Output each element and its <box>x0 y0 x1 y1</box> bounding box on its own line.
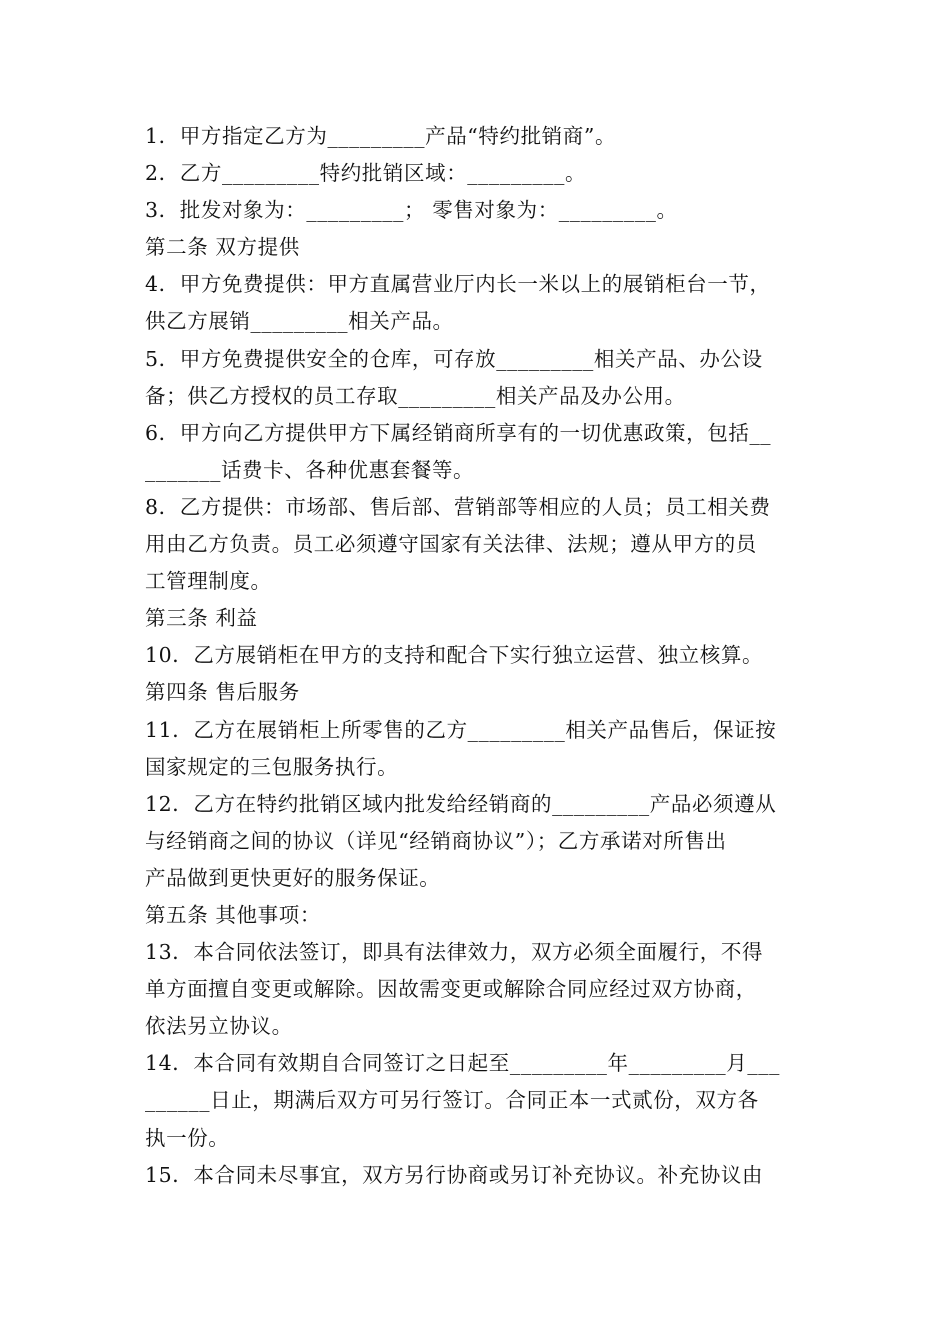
clause-14-line-1: 14．本合同有效期自合同签订之日起至_________年_________月___ <box>145 1051 780 1076</box>
clause-4-line-1: 4．甲方免费提供：甲方直属营业厅内长一米以上的展销柜台一节， <box>145 272 771 297</box>
section-heading-2: 第二条 双方提供 <box>145 235 300 260</box>
clause-4-line-2: 供乙方展销_________相关产品。 <box>145 309 454 334</box>
document-page <box>145 118 813 1194</box>
clause-6-line-2: _______话费卡、各种优惠套餐等。 <box>145 457 475 482</box>
clause-8-line-2: 用由乙方负责。员工必须遵守国家有关法律、法规；遵从甲方的员 <box>145 532 757 557</box>
clause-13-line-3: 依法另立协议。 <box>145 1014 293 1039</box>
clause-15-line-1: 15．本合同未尽事宜，双方另行协商或另订补充协议。补充协议由 <box>145 1162 764 1187</box>
clause-1: 1．甲方指定乙方为_________产品“特约批销商”。 <box>145 124 617 148</box>
clause-5-line-2: 备；供乙方授权的员工存取_________相关产品及办公用。 <box>145 383 686 408</box>
clause-5-line-1: 5．甲方免费提供安全的仓库，可存放_________相关产品、办公设 <box>145 346 763 371</box>
section-heading-5: 第五条 其他事项： <box>145 902 321 927</box>
clause-10: 10．乙方展销柜在甲方的支持和配合下实行独立运营、独立核算。 <box>145 643 764 668</box>
clause-14-line-3: 执一份。 <box>145 1125 230 1150</box>
clause-12-line-2: 与经销商之间的协议（详见“经销商协议”）；乙方承诺对所售出 <box>145 828 727 853</box>
clause-3: 3．批发对象为：_________； 零售对象为：_________。 <box>145 198 678 223</box>
clause-6-line-1: 6．甲方向乙方提供甲方下属经销商所享有的一切优惠政策，包括__ <box>145 420 772 445</box>
clause-12-line-1: 12．乙方在特约批销区域内批发给经销商的_________产品必须遵从 <box>145 791 777 816</box>
clause-12-line-3: 产品做到更快更好的服务保证。 <box>145 865 441 890</box>
clause-2: 2．乙方_________特约批销区域：_________。 <box>145 161 587 186</box>
section-heading-3: 第三条 利益 <box>145 606 258 631</box>
clause-11-line-1: 11．乙方在展销柜上所零售的乙方_________相关产品售后，保证按 <box>145 717 777 742</box>
clause-13-line-2: 单方面擅自变更或解除。因故需变更或解除合同应经过双方协商， <box>145 977 757 1002</box>
clause-13-line-1: 13．本合同依法签订，即具有法律效力，双方必须全面履行，不得 <box>145 940 764 965</box>
clause-8-line-1: 8．乙方提供：市场部、售后部、营销部等相应的人员；员工相关费 <box>145 494 771 519</box>
section-heading-4: 第四条 售后服务 <box>145 680 300 705</box>
clause-11-line-2: 国家规定的三包服务执行。 <box>145 754 399 779</box>
clause-8-line-3: 工管理制度。 <box>145 569 272 594</box>
clause-14-line-2: ______日止，期满后双方可另行签订。合同正本一式贰份，双方各 <box>145 1088 759 1113</box>
